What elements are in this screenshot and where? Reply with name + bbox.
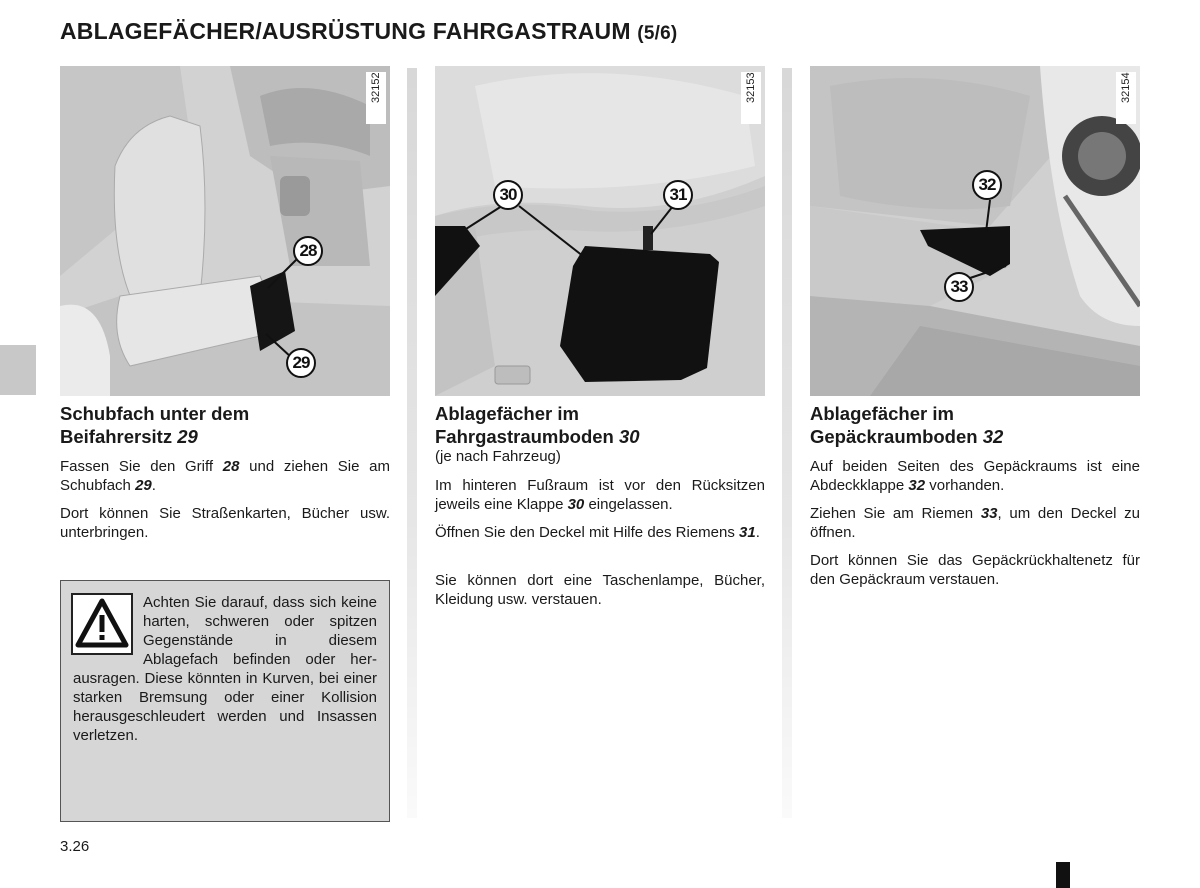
warning-box bbox=[60, 580, 390, 822]
callout-31: 31 bbox=[663, 180, 693, 210]
paragraph: Dort können Sie Straßenkarten, Bücher usw. unterbringen. bbox=[60, 505, 390, 541]
column-separator bbox=[782, 68, 792, 818]
availability-note: (je nach Fahrzeug) bbox=[435, 448, 561, 465]
figure-id: 32152 bbox=[366, 72, 386, 124]
callout-33: 33 bbox=[944, 272, 974, 302]
chapter-tab bbox=[0, 345, 36, 395]
paragraph: Fassen Sie den Griff 28 und ziehen Sie am Schubfach 29. bbox=[60, 458, 391, 494]
section-heading-floor-compartment bbox=[435, 402, 765, 448]
paragraph: Auf beiden Seiten des Gepäckraums ist eine Abdeckklappe 32 vorhanden. bbox=[810, 458, 1140, 494]
warning-text-block bbox=[73, 593, 377, 745]
callout-30: 30 bbox=[493, 180, 523, 210]
paragraph: Dort können Sie das Gepäckrückhaltenetz für den Gepäckraum verstauen. bbox=[810, 552, 1140, 588]
figure-floor-compartment bbox=[435, 66, 765, 396]
page-title-text: ABLAGEFÄCHER/AUSRÜSTUNG FAHRGASTRAUM bbox=[60, 18, 631, 44]
callout-32: 32 bbox=[972, 170, 1002, 200]
paragraph: Im hinteren Fußraum ist vor den Rücksitzen jeweils eine Klappe 30 eingelassen. bbox=[435, 477, 765, 513]
heading-line1: Ablagefächer im bbox=[435, 403, 579, 424]
heading-line1: Schubfach unter dem bbox=[60, 403, 250, 424]
heading-line2: Fahrgastraumboden bbox=[435, 426, 614, 447]
page-part-indicator: (5/6) bbox=[637, 23, 678, 44]
page-number: 3.26 bbox=[60, 838, 90, 855]
luggage-compartment-illustration bbox=[810, 66, 1140, 396]
paragraph: Sie können dort eine Taschenlampe, Bücher, Kleidung usw. verstauen. bbox=[435, 572, 765, 608]
passenger-seat-illustration bbox=[60, 66, 390, 396]
page-edge-marker bbox=[1056, 862, 1070, 888]
callout-29: 29 bbox=[286, 348, 316, 378]
callout-28: 28 bbox=[293, 236, 323, 266]
warning-text: Achten Sie darauf, dass sich keine harten, schweren oder spitzen Gegenstände in diesem Ablagefach befinden oder herausragen. Diese könnten in Kurven, bei einer starken Bremsung oder einer Kollision herausgeschleudert werden und Insassen verletzen. bbox=[73, 594, 377, 744]
figure-id: 32154 bbox=[1116, 72, 1136, 124]
heading-ref: 30 bbox=[619, 426, 640, 447]
column-separator bbox=[407, 68, 417, 818]
heading-line2: Gepäckraumboden bbox=[810, 426, 978, 447]
floor-compartment-illustration bbox=[435, 66, 765, 396]
figure-id: 32153 bbox=[741, 72, 761, 124]
heading-ref: 29 bbox=[177, 426, 198, 447]
figure-luggage-compartment bbox=[810, 66, 1140, 396]
figure-passenger-seat-drawer bbox=[60, 66, 390, 396]
heading-line1: Ablagefächer im bbox=[810, 403, 954, 424]
paragraph: Öffnen Sie den Deckel mit Hilfe des Riemens 31. bbox=[435, 524, 760, 541]
page-title bbox=[60, 18, 677, 45]
section-heading-seat-drawer bbox=[60, 402, 390, 448]
paragraph: Ziehen Sie am Riemen 33, um den Deckel zu öffnen. bbox=[810, 505, 1140, 541]
section-heading-luggage-compartment bbox=[810, 402, 1140, 448]
heading-line2: Beifahrersitz bbox=[60, 426, 173, 447]
heading-ref: 32 bbox=[982, 426, 1004, 447]
